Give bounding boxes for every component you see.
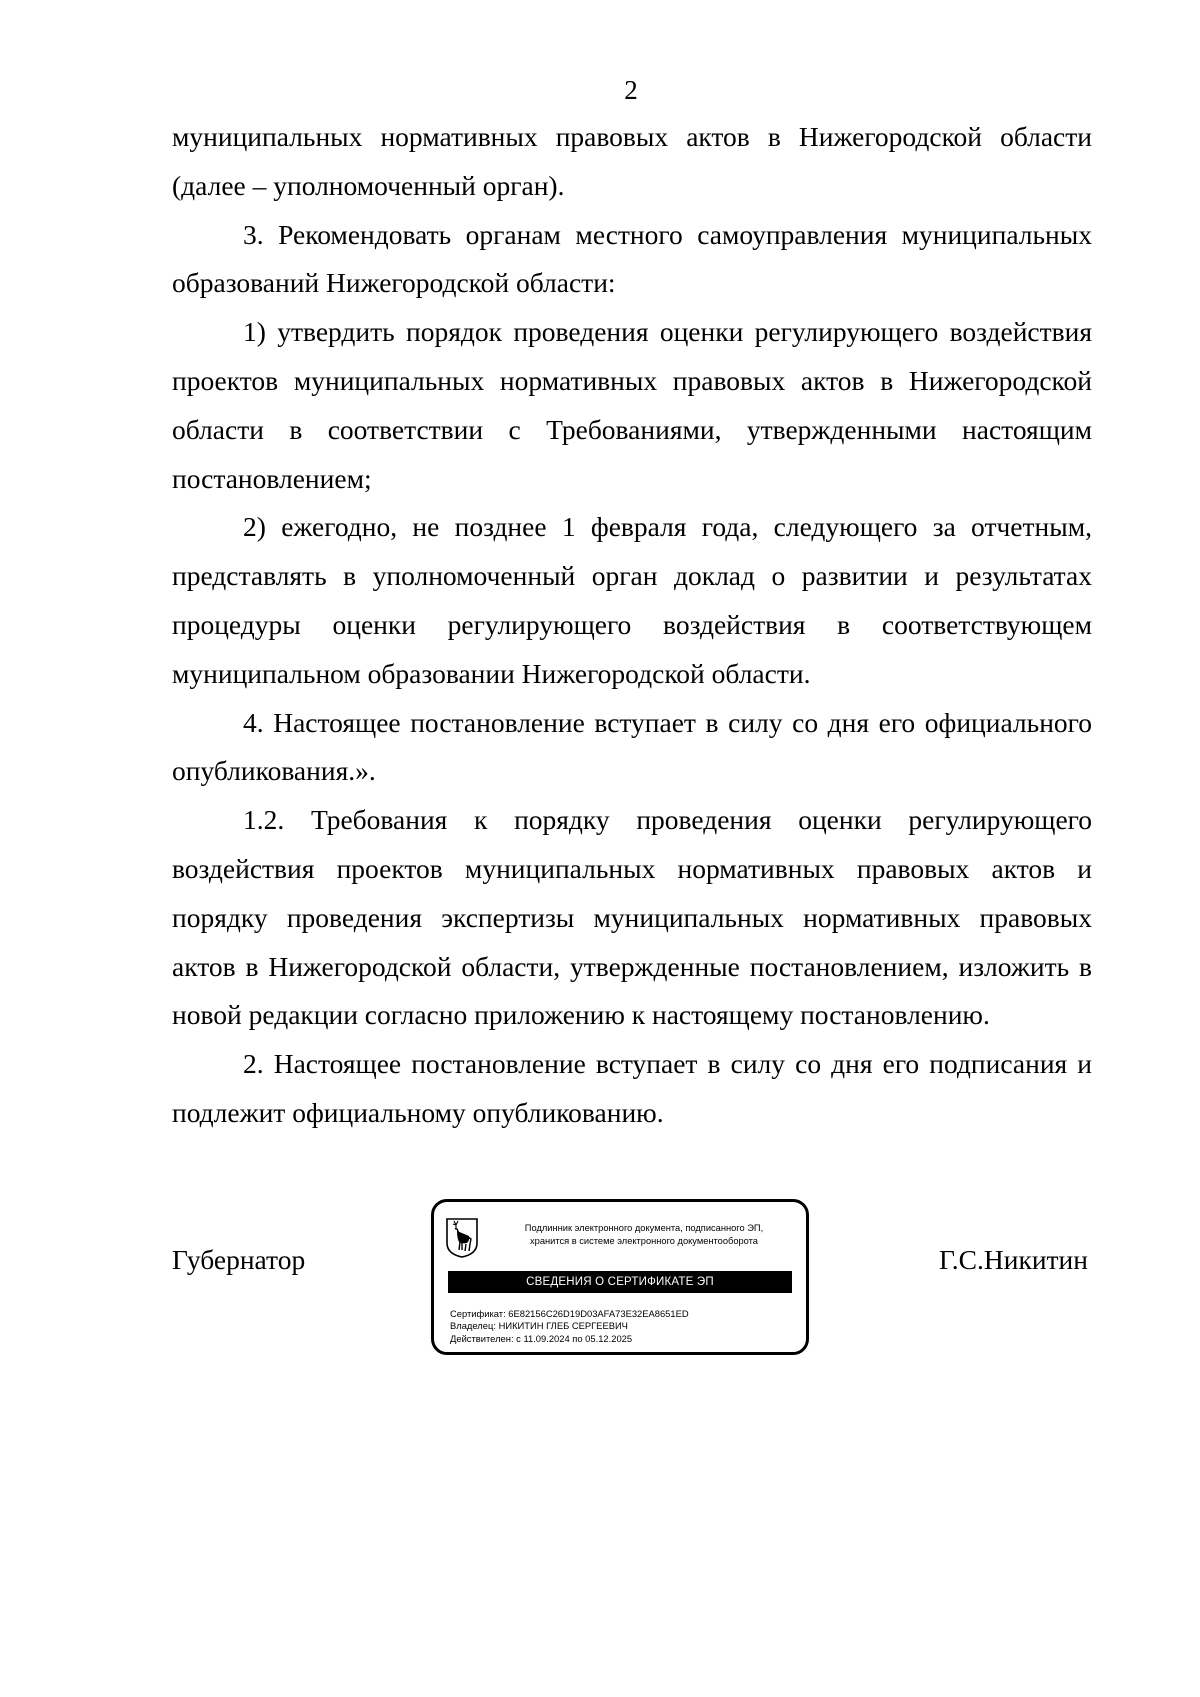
document-body [172,113,1092,1138]
deer-coat-of-arms-icon [445,1217,479,1259]
paragraph: 4. Настоящее постановление вступает в силу со дня его официального опубликования.». [172,706,1092,787]
certificate-validity: Действителен: с 11.09.2024 по 05.12.2025 [450,1332,633,1344]
paragraph: 3. Рекомендовать органам местного самоуправления муниципальных образований Нижегородской области: [172,218,1092,299]
certificate-owner: Владелец: НИКИТИН ГЛЕБ СЕРГЕЕВИЧ [450,1320,628,1332]
signature-block [172,1199,1092,1359]
paragraph: 1) утвердить порядок проведения оценки регулирующего воздействия проектов муниципальных нормативных правовых актов в Нижегородской области в соответствии с Требованиями, утвержденными настоящим постановлением; [172,316,1092,494]
paragraph: 2. Настоящее постановление вступает в силу со дня его подписания и подлежит официальному опубликованию. [172,1048,1092,1128]
certificate-number: Сертификат: 6E82156C26D19D03AFA73E32EA8651ED [450,1308,689,1319]
stamp-note: Подлинник электронного документа, подписанного ЭП, хранится в системе электронного документооборота [524,1223,764,1246]
signer-position: Губернатор [172,1244,306,1275]
certificate-details [450,1308,790,1345]
stamp-header: СВЕДЕНИЯ О СЕРТИФИКАТЕ ЭП [448,1271,792,1293]
paragraph: муниципальных нормативных правовых актов в Нижегородской области (далее – уполномоченный орган). [172,121,1092,201]
paragraph: 2) ежегодно, не позднее 1 февраля года, следующего за отчетным, представлять в уполномоченный орган доклад о развитии и результатах процедуры оценки регулирующего воздействия в соответствующем муниципальном образовании Нижегородской области. [172,511,1092,689]
page-number: 2 [624,75,638,105]
electronic-signature-stamp [431,1199,809,1355]
paragraph: 1.2. Требования к порядку проведения оценки регулирующего воздействия проектов муниципальных нормативных правовых актов и порядку проведения экспертизы муниципальных нормативных правовых актов в Нижегородской области, утвержденные постановлением, изложить в новой редакции согласно приложению к настоящему постановлению. [172,804,1092,1031]
signer-name: Г.С.Никитин [939,1244,1088,1275]
